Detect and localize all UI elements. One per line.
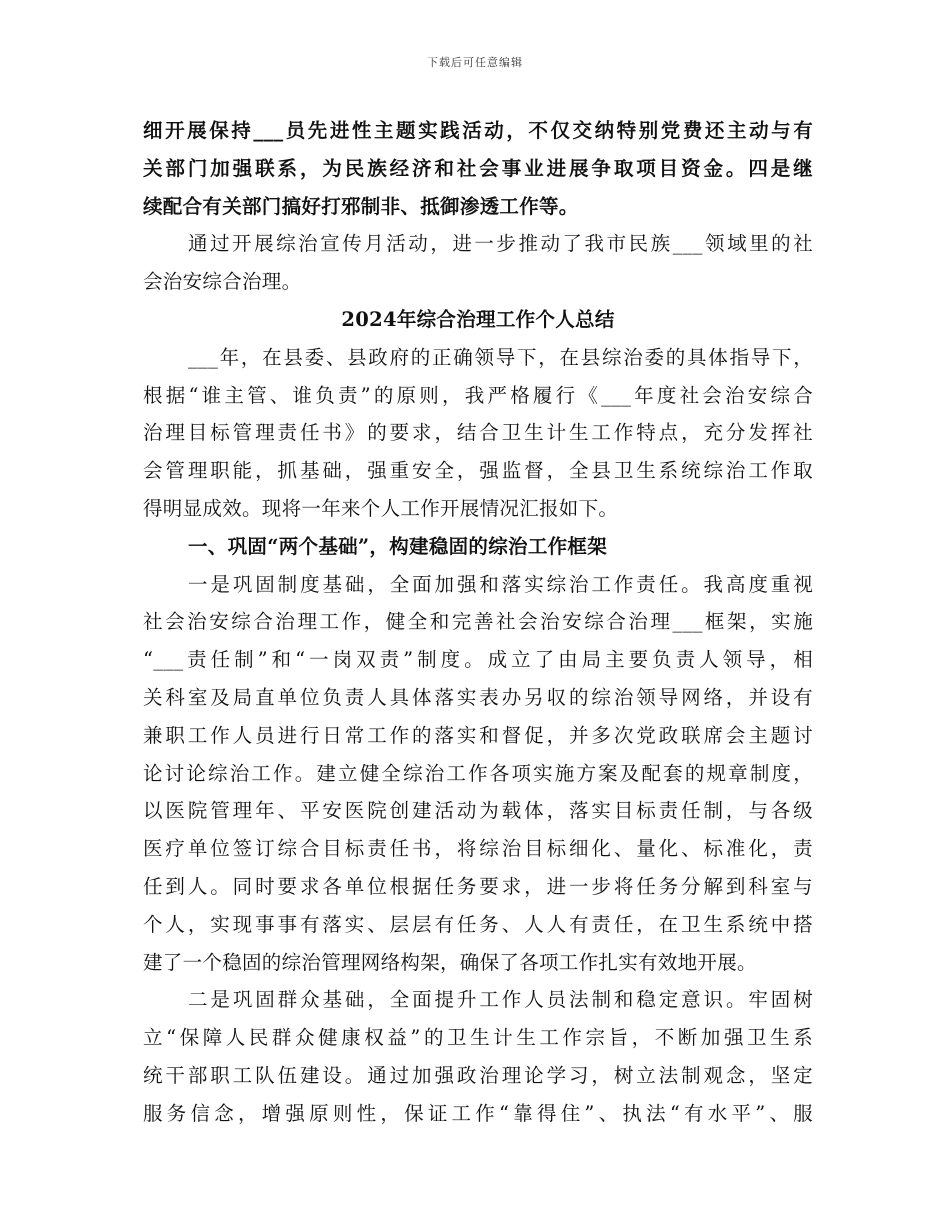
paragraph-line: 得明显成效。现将一年来个人工作开展情况汇报如下。 xyxy=(143,496,619,520)
paragraph-line: 论讨论综治工作。建立健全综治工作各项实施方案及配套的规章制度， xyxy=(143,761,813,785)
paragraph-line: 社会治安综合治理工作，健全和完善社会治安综合治理___框架，实施 xyxy=(143,610,813,634)
page-header: 下载后可任意编辑 xyxy=(427,56,523,69)
paragraph-line: 会管理职能，抓基础，强重安全，强监督，全县卫生系统综治工作取 xyxy=(143,459,813,483)
paragraph-line: 一是巩固制度基础，全面加强和落实综治工作责任。我高度重视 xyxy=(188,572,813,596)
paragraph-line: “___责任制”和“一岗双责”制度。成立了由局主要负责人领导，相 xyxy=(143,648,813,672)
paragraph-line: 立“保障人民群众健康权益”的卫生计生工作宗旨，不断加强卫生系 xyxy=(143,1026,813,1050)
paragraph-line: 统干部职工队伍建设。通过加强政治理论学习，树立法制观念，坚定 xyxy=(143,1063,813,1087)
paragraph-line: 个人，实现事事有落实、层层有任务、人人有责任，在卫生系统中搭 xyxy=(143,912,813,936)
paragraph-line: 任到人。同时要求各单位根据任务要求，进一步将任务分解到科室与 xyxy=(143,874,813,898)
paragraph-line: 根据“谁主管、谁负责”的原则，我严格履行《___年度社会治安综合 xyxy=(143,383,813,407)
paragraph-line: 二是巩固群众基础，全面提升工作人员法制和稳定意识。牢固树 xyxy=(188,988,813,1012)
paragraph-line: ___年，在县委、县政府的正确领导下，在县综治委的具体指导下， xyxy=(188,345,813,369)
paragraph-line: 医疗单位签订综合目标责任书，将综治目标细化、量化、标准化，责 xyxy=(143,837,813,861)
paragraph-line: 治理目标管理责任书》的要求，结合卫生计生工作特点，充分发挥社 xyxy=(143,421,813,445)
paragraph-line: 服务信念，增强原则性，保证工作“靠得住”、执法“有水平”、服 xyxy=(143,1101,813,1125)
paragraph-line: 建了一个稳固的综治管理网络构架，确保了各项工作扎实有效地开展。 xyxy=(143,950,757,974)
section-title: 2024年综合治理工作个人总结 xyxy=(341,307,615,331)
document-body xyxy=(143,112,813,1133)
paragraph-line: 关部门加强联系，为民族经济和社会事业进展争取项目资金。四是继 xyxy=(143,156,813,180)
paragraph-line: 细开展保持___员先进性主题实践活动，不仅交纳特别党费还主动与有 xyxy=(143,119,813,142)
paragraph-line: 以医院管理年、平安医院创建活动为载体，落实目标责任制，与各级 xyxy=(143,799,813,823)
section-heading: 一、巩固“两个基础”，构建稳固的综治工作框架 xyxy=(188,534,608,558)
paragraph-line: 关科室及局直单位负责人具体落实表办另収的综治领导网络，并设有 xyxy=(143,685,813,709)
paragraph-line: 兼职工作人员进行日常工作的落实和督促，并多次党政联席会主题讨 xyxy=(143,723,813,747)
paragraph-line: 会治安综合治理。 xyxy=(143,270,302,294)
paragraph-line: 通过开展综治宣传月活动，进一步推动了我市民族___领域里的社 xyxy=(188,232,813,256)
paragraph-line: 续配合有关部门搞好打邪制非、抵御渗透工作等。 xyxy=(143,194,579,218)
